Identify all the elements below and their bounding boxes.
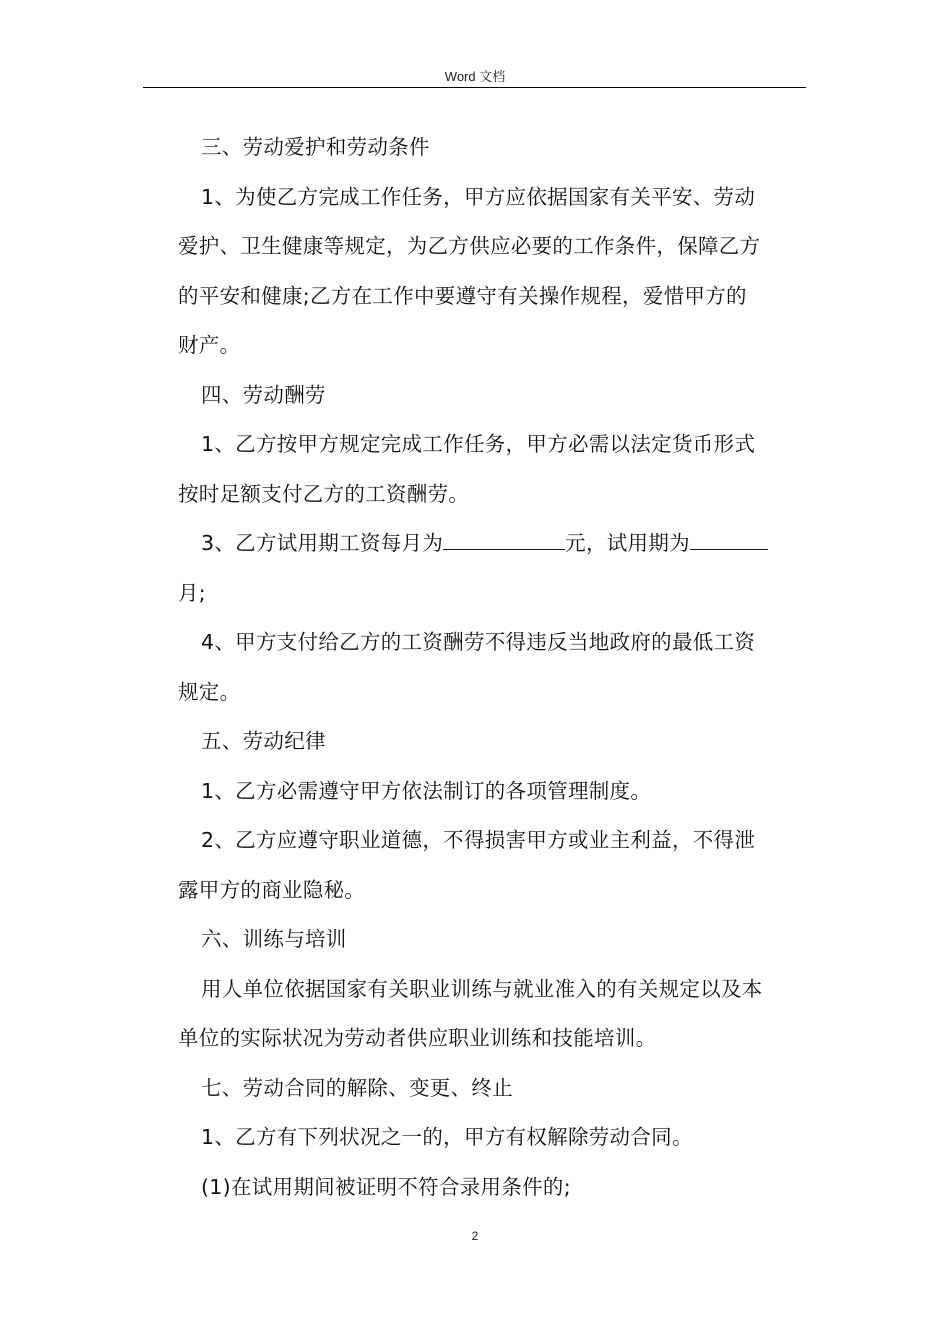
paragraph-line: 2、乙方应遵守职业道德，不得损害甲方或业主利益，不得泄 xyxy=(201,828,756,852)
paragraph-line: 4、甲方支付给乙方的工资酬劳不得违反当地政府的最低工资 xyxy=(201,630,756,654)
document-body xyxy=(178,123,803,1212)
paragraph-line: 月; xyxy=(178,580,207,605)
paragraph-line: 1、乙方有下列状况之一的，甲方有权解除劳动合同。 xyxy=(201,1125,693,1149)
paragraph-line: 1、乙方按甲方规定完成工作任务，甲方必需以法定货币形式 xyxy=(201,432,756,456)
page-header: Word 文档 xyxy=(444,69,506,84)
salary-blank xyxy=(443,531,565,550)
paragraph-line: 单位的实际状况为劳动者供应职业训练和技能培训。 xyxy=(178,1026,657,1050)
paragraph-line: 的平安和健康;乙方在工作中要遵守有关操作规程，爱惜甲方的 xyxy=(178,283,747,308)
salary-text: 3、乙方试用期工资每月为 xyxy=(201,531,444,555)
paragraph-line: 按时足额支付乙方的工资酬劳。 xyxy=(178,481,470,506)
section-heading-5: 五、劳动纪律 xyxy=(201,729,326,753)
page-number: 2 xyxy=(471,1229,479,1243)
paragraph-line: 露甲方的商业隐秘。 xyxy=(178,877,366,902)
header-divider xyxy=(143,87,806,88)
probation-blank xyxy=(690,531,768,550)
paragraph-line: 规定。 xyxy=(178,679,241,704)
paragraph-line: 1、为使乙方完成工作任务，甲方应依据国家有关平安、劳动 xyxy=(201,184,756,209)
paragraph-line: 爱护、卫生健康等规定，为乙方供应必要的工作条件，保障乙方 xyxy=(178,234,761,258)
section-heading-7: 七、劳动合同的解除、变更、终止 xyxy=(201,1075,513,1100)
paragraph-line: 财产。 xyxy=(178,333,241,357)
paragraph-line: (1)在试用期间被证明不符合录用条件的; xyxy=(201,1174,571,1199)
paragraph-line: 用人单位依据国家有关职业训练与就业准入的有关规定以及本 xyxy=(201,976,763,1001)
section-heading-4: 四、劳动酬劳 xyxy=(201,382,326,407)
section-heading-6: 六、训练与培训 xyxy=(201,927,347,951)
probation-text: 元，试用期为 xyxy=(565,531,690,555)
section-heading-3: 三、劳动爱护和劳动条件 xyxy=(201,135,430,159)
paragraph-line: 1、乙方必需遵守甲方依法制订的各项管理制度。 xyxy=(201,778,652,803)
paragraph-line xyxy=(178,519,803,569)
